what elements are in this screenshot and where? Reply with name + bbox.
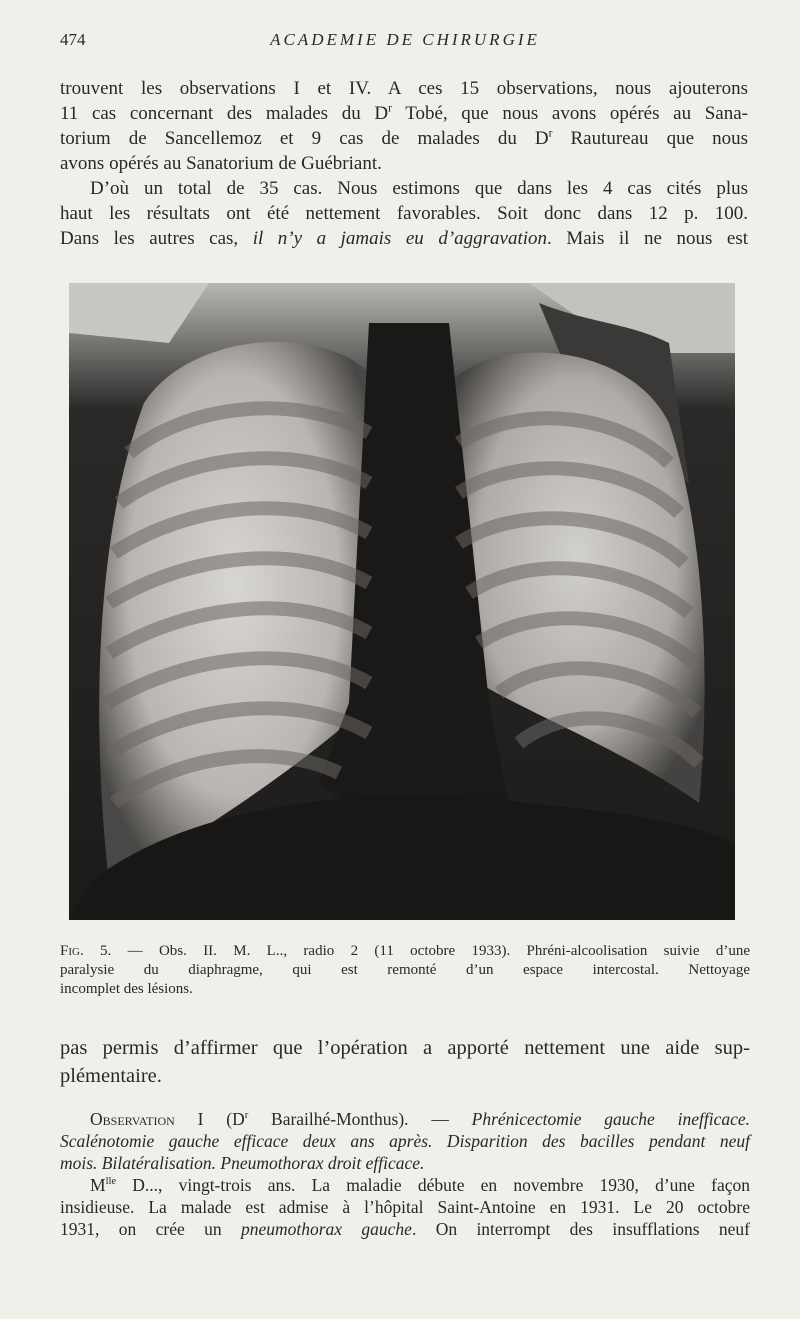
text-line: D’où un total de 35 cas. Nous estimons que dans les 4 cas cités plus [90,178,748,199]
intro-paragraph [60,76,748,251]
chest-xray-graphic [69,283,735,920]
text-line: Scalénotomie gauche efficace deux ans après. Disparition des bacilles pendant neuf [60,1131,750,1151]
text-line: avons opérés au Sanatorium de Guébriant. [60,153,382,174]
text-line: haut les résultats ont été nettement favorables. Soit donc dans 12 p. 100. [60,203,748,224]
text-line: Dans les autres cas, il n’y a jamais eu d’aggravation. Mais il ne nous est [60,228,748,249]
text-line: Observation I ($D^r$ Barailhé-Monthus). — Phrénicectomie gauche inefficace. [90,1109,750,1129]
text-line: mois. Bilatéralisation. Pneumothorax droit efficace. [60,1153,425,1173]
text-line: trouvent les observations I et IV. A ces 15 observations, nous ajouterons [60,78,748,99]
text-line: plémentaire. [60,1065,162,1087]
caption-line: incomplet des lésions. [60,981,193,997]
text-line: 1931, on crée un pneumothorax gauche. On interrompt des insufflations neuf [60,1219,750,1239]
observation-body [60,1174,750,1240]
text-line: pas permis d’affirmer que l’opération a apporté nettement une aide sup- [60,1037,750,1059]
text-line: insidieuse. La malade est admise à l’hôpital Saint-Antoine en 1931. Le 20 octobre [60,1197,750,1217]
caption-line: Fig. 5. — Obs. II. M. L.., radio 2 (11 octobre 1933). Phréni-alcoolisation suivie d’une [60,943,750,959]
text-line: $M^{lle}$ D..., vingt-trois ans. La maladie débute en novembre 1930, d’une façon [90,1175,750,1195]
continuation-paragraph [60,1034,750,1090]
chest-xray-image [69,283,735,920]
running-head [60,30,750,54]
page-number: 474 [60,30,86,49]
journal-title: ACADEMIE DE CHIRURGIE [270,30,540,49]
text-line: torium de Sancellemoz et 9 cas de malades du $D^r$ Rautureau que nous [60,127,748,149]
observation-heading [60,1108,750,1174]
text-line: 11 cas concernant des malades du $D^r$ Tobé, que nous avons opérés au Sana- [60,102,748,124]
caption-line: paralysie du diaphragme, qui est remonté d’un espace intercostal. Nettoyage [60,962,750,978]
figure-caption [60,942,750,999]
